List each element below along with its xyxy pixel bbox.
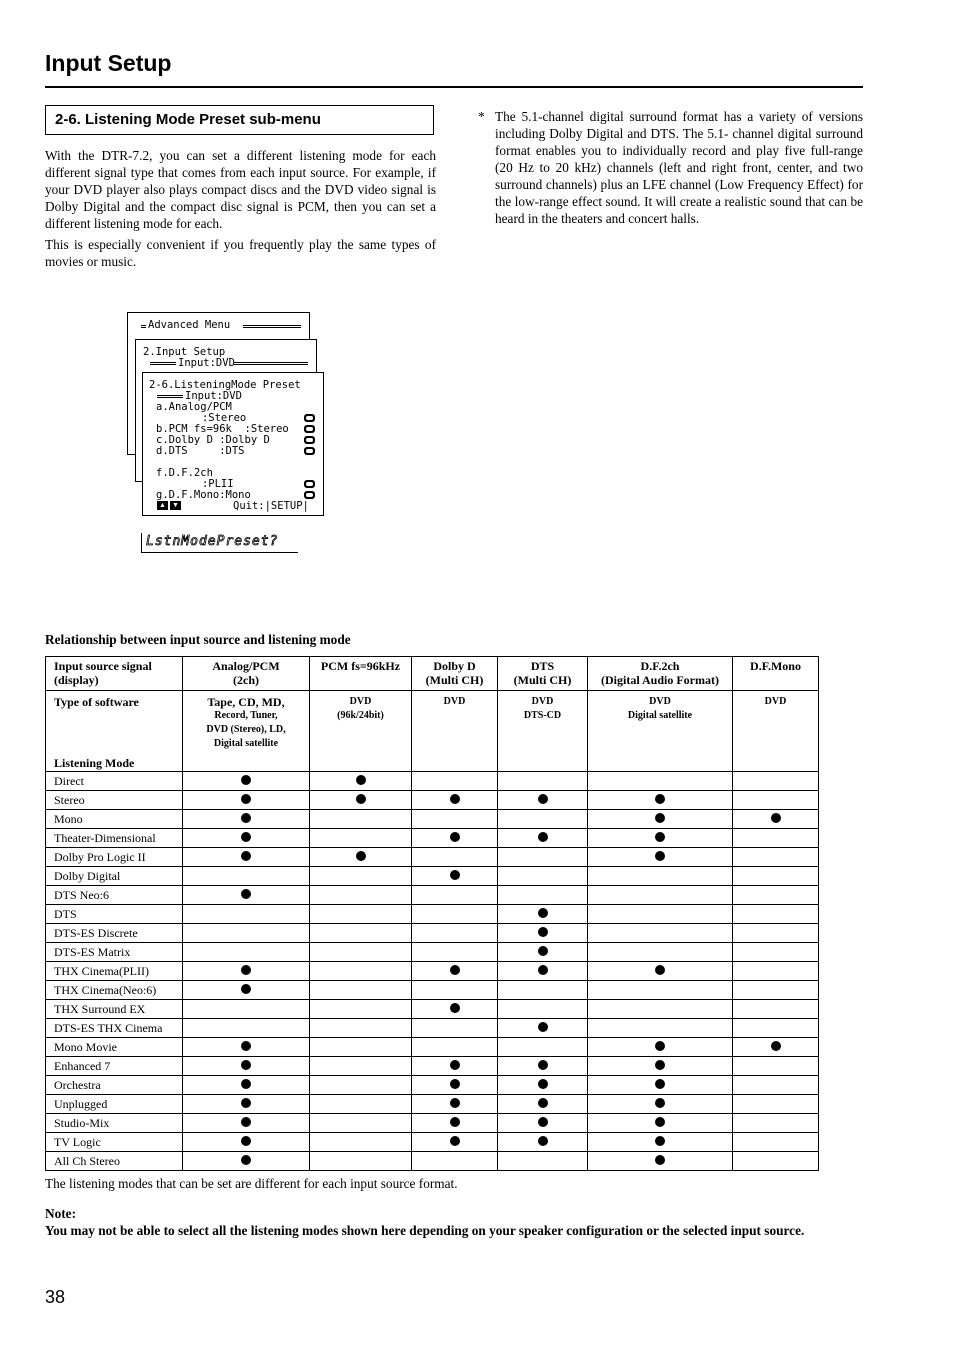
mode-support-cell	[412, 886, 498, 905]
supported-dot-icon	[655, 794, 665, 804]
mode-support-cell	[412, 1057, 498, 1076]
mode-support-cell	[588, 924, 733, 943]
osd-item-f-value: :PLII	[183, 478, 234, 490]
mode-support-cell	[310, 1038, 412, 1057]
mode-support-cell	[588, 791, 733, 810]
table-row	[46, 867, 819, 886]
supported-dot-icon	[450, 832, 460, 842]
mode-support-cell	[733, 772, 819, 791]
mode-support-cell	[733, 1133, 819, 1152]
osd-badge-icon	[304, 480, 315, 488]
supported-dot-icon	[538, 1136, 548, 1146]
supported-dot-icon	[241, 1136, 251, 1146]
table-row	[46, 1019, 819, 1038]
mode-support-cell	[588, 1152, 733, 1171]
supported-dot-icon	[538, 946, 548, 956]
mode-support-cell	[498, 1076, 588, 1095]
table-row	[46, 772, 819, 791]
supported-dot-icon	[450, 965, 460, 975]
supported-dot-icon	[241, 794, 251, 804]
supported-dot-icon	[655, 1136, 665, 1146]
mode-name-cell: DTS-ES Discrete	[46, 924, 183, 943]
osd-menu2-sub: Input:DVD	[178, 357, 235, 369]
supported-dot-icon	[655, 1041, 665, 1051]
mode-support-cell	[412, 1076, 498, 1095]
mode-support-cell	[498, 848, 588, 867]
header-input-source: Input source signal (display)	[46, 657, 183, 691]
mode-support-cell	[498, 772, 588, 791]
supported-dot-icon	[450, 1060, 460, 1070]
supported-dot-icon	[241, 1155, 251, 1165]
mode-support-cell	[310, 905, 412, 924]
supported-dot-icon	[450, 1003, 460, 1013]
table-row	[46, 848, 819, 867]
supported-dot-icon	[538, 965, 548, 975]
table-caption: Relationship between input source and listening mode	[45, 632, 351, 647]
note-label: Note:	[45, 1206, 77, 1221]
mode-support-cell	[733, 905, 819, 924]
osd-item-c: c.Dolby D :Dolby D	[156, 434, 270, 446]
mode-support-cell	[498, 1152, 588, 1171]
osd-badge-icon	[304, 414, 315, 422]
supported-dot-icon	[241, 1060, 251, 1070]
mode-name-cell: DTS Neo:6	[46, 886, 183, 905]
mode-name-cell: Mono Movie	[46, 1038, 183, 1057]
mode-support-cell	[733, 1095, 819, 1114]
supported-dot-icon	[356, 794, 366, 804]
table-row	[46, 1057, 819, 1076]
header-column: Dolby D (Multi CH)	[412, 657, 498, 691]
mode-support-cell	[183, 791, 310, 810]
mode-name-cell: Orchestra	[46, 1076, 183, 1095]
mode-support-cell	[412, 791, 498, 810]
supported-dot-icon	[655, 1060, 665, 1070]
supported-dot-icon	[655, 965, 665, 975]
mode-support-cell	[183, 1152, 310, 1171]
mode-support-cell	[412, 943, 498, 962]
mode-name-cell: DTS	[46, 905, 183, 924]
mode-name-cell: THX Cinema(PLII)	[46, 962, 183, 981]
mode-support-cell	[310, 829, 412, 848]
mode-support-cell	[733, 848, 819, 867]
mode-support-cell	[183, 943, 310, 962]
mode-support-cell	[498, 1114, 588, 1133]
mode-support-cell	[310, 772, 412, 791]
mode-support-cell	[733, 829, 819, 848]
supported-dot-icon	[538, 794, 548, 804]
mode-support-cell	[183, 886, 310, 905]
mode-name-cell: TV Logic	[46, 1133, 183, 1152]
mode-support-cell	[412, 1152, 498, 1171]
mode-support-cell	[412, 867, 498, 886]
mode-name-cell: DTS-ES Matrix	[46, 943, 183, 962]
header-column: PCM fs=96kHz	[310, 657, 412, 691]
supported-dot-icon	[450, 1117, 460, 1127]
mode-support-cell	[733, 1152, 819, 1171]
software-label-cell	[46, 691, 183, 772]
mode-support-cell	[183, 1133, 310, 1152]
supported-dot-icon	[655, 1155, 665, 1165]
supported-dot-icon	[356, 775, 366, 785]
mode-support-cell	[498, 867, 588, 886]
mode-name-cell: THX Surround EX	[46, 1000, 183, 1019]
supported-dot-icon	[538, 927, 548, 937]
mode-support-cell	[588, 962, 733, 981]
mode-support-cell	[412, 829, 498, 848]
table-row	[46, 791, 819, 810]
mode-support-cell	[183, 1000, 310, 1019]
supported-dot-icon	[538, 1060, 548, 1070]
note-text: You may not be able to select all the listening modes shown here depending on your speaker configuration or the selected input source.	[45, 1223, 805, 1238]
mode-support-cell	[310, 1152, 412, 1171]
mode-support-cell	[183, 848, 310, 867]
table-row	[46, 905, 819, 924]
osd-item-a: a.Analog/PCM	[156, 401, 232, 413]
mode-support-cell	[412, 1133, 498, 1152]
mode-support-cell	[588, 810, 733, 829]
mode-support-cell	[183, 1038, 310, 1057]
mode-name-cell: Enhanced 7	[46, 1057, 183, 1076]
osd-listening-mode-menu	[142, 372, 324, 516]
mode-name-cell: Studio-Mix	[46, 1114, 183, 1133]
mode-support-cell	[588, 829, 733, 848]
mode-support-cell	[588, 1095, 733, 1114]
header-column: D.F.Mono	[733, 657, 819, 691]
supported-dot-icon	[538, 908, 548, 918]
title-rule	[45, 86, 863, 88]
mode-support-cell	[733, 981, 819, 1000]
supported-dot-icon	[356, 851, 366, 861]
mode-support-cell	[183, 867, 310, 886]
header-column: DTS (Multi CH)	[498, 657, 588, 691]
mode-support-cell	[412, 962, 498, 981]
osd-badge-icon	[304, 436, 315, 444]
mode-support-cell	[588, 1000, 733, 1019]
supported-dot-icon	[538, 1079, 548, 1089]
mode-support-cell	[183, 1114, 310, 1133]
mode-support-cell	[310, 1057, 412, 1076]
supported-dot-icon	[655, 832, 665, 842]
mode-support-cell	[183, 772, 310, 791]
mode-support-cell	[498, 943, 588, 962]
mode-support-cell	[310, 1114, 412, 1133]
mode-support-cell	[412, 772, 498, 791]
up-arrow-icon: ▲	[157, 501, 168, 510]
mode-name-cell: Dolby Pro Logic II	[46, 848, 183, 867]
supported-dot-icon	[538, 1117, 548, 1127]
mode-support-cell	[588, 1038, 733, 1057]
footnote	[478, 108, 863, 227]
osd-menu3-title: 2-6.ListeningMode Preset	[149, 379, 301, 391]
mode-support-cell	[310, 1095, 412, 1114]
mode-support-cell	[183, 810, 310, 829]
mode-support-cell	[588, 848, 733, 867]
mode-support-cell	[310, 791, 412, 810]
mode-support-cell	[733, 1114, 819, 1133]
intro-paragraph-1: With the DTR-7.2, you can set a different listening mode for each different signal type that comes from each input source. For example, if your DVD player also plays compact discs and the DVD video signal is Dolby Digital and the compact disc signal is PCM, then you can set a different listening mode for each.	[45, 148, 436, 231]
mode-support-cell	[412, 1000, 498, 1019]
osd-badge-icon	[304, 491, 315, 499]
table-row	[46, 1152, 819, 1171]
mode-support-cell	[733, 943, 819, 962]
mode-support-cell	[183, 1095, 310, 1114]
mode-support-cell	[412, 1038, 498, 1057]
table-row	[46, 943, 819, 962]
mode-support-cell	[588, 981, 733, 1000]
mode-support-cell	[498, 1000, 588, 1019]
mode-support-cell	[733, 962, 819, 981]
supported-dot-icon	[450, 1098, 460, 1108]
mode-support-cell	[183, 1057, 310, 1076]
supported-dot-icon	[241, 851, 251, 861]
mode-support-cell	[310, 810, 412, 829]
supported-dot-icon	[450, 794, 460, 804]
table-row	[46, 1133, 819, 1152]
mode-support-cell	[588, 1133, 733, 1152]
mode-support-cell	[498, 905, 588, 924]
down-arrow-icon: ▼	[170, 501, 181, 510]
footnote-mark: *	[478, 109, 485, 124]
supported-dot-icon	[241, 984, 251, 994]
mode-support-cell	[733, 924, 819, 943]
mode-support-cell	[733, 1057, 819, 1076]
osd-item-f: f.D.F.2ch	[156, 467, 213, 479]
listening-mode-label: Listening Mode	[54, 756, 135, 770]
mode-support-cell	[412, 1114, 498, 1133]
mode-support-cell	[183, 962, 310, 981]
mode-support-cell	[588, 867, 733, 886]
mode-support-cell	[310, 1019, 412, 1038]
mode-support-cell	[498, 1019, 588, 1038]
mode-support-cell	[412, 1019, 498, 1038]
osd-badge-icon	[304, 425, 315, 433]
mode-support-cell	[183, 905, 310, 924]
table-row	[46, 981, 819, 1000]
mode-support-cell	[310, 981, 412, 1000]
osd-menu2-title: 2.Input Setup	[143, 346, 226, 358]
front-panel-display	[141, 533, 298, 553]
section-heading-box	[45, 105, 434, 135]
supported-dot-icon	[655, 851, 665, 861]
mode-name-cell: THX Cinema(Neo:6)	[46, 981, 183, 1000]
section-heading: 2-6. Listening Mode Preset sub-menu	[55, 111, 321, 128]
mode-support-cell	[588, 886, 733, 905]
header-column: Analog/PCM (2ch)	[183, 657, 310, 691]
supported-dot-icon	[241, 1041, 251, 1051]
mode-support-cell	[733, 791, 819, 810]
supported-dot-icon	[241, 965, 251, 975]
mode-support-cell	[310, 962, 412, 981]
software-cell: DVD (96k/24bit)	[310, 691, 412, 772]
supported-dot-icon	[241, 832, 251, 842]
osd-menu3-sub: Input:DVD	[185, 390, 242, 402]
mode-support-cell	[733, 1076, 819, 1095]
mode-support-cell	[310, 1133, 412, 1152]
osd-item-g: g.D.F.Mono:Mono	[156, 489, 251, 501]
supported-dot-icon	[538, 832, 548, 842]
mode-support-cell	[183, 829, 310, 848]
mode-support-cell	[588, 772, 733, 791]
supported-dot-icon	[241, 889, 251, 899]
header-column: D.F.2ch (Digital Audio Format)	[588, 657, 733, 691]
mode-support-cell	[498, 981, 588, 1000]
page-number: 38	[45, 1287, 66, 1307]
mode-support-cell	[733, 1000, 819, 1019]
mode-support-cell	[310, 924, 412, 943]
mode-name-cell: Unplugged	[46, 1095, 183, 1114]
mode-name-cell: Direct	[46, 772, 183, 791]
mode-support-cell	[588, 1076, 733, 1095]
mode-support-cell	[588, 1057, 733, 1076]
osd-quit-hint: Quit:|SETUP|	[233, 500, 309, 512]
supported-dot-icon	[771, 1041, 781, 1051]
supported-dot-icon	[538, 1098, 548, 1108]
supported-dot-icon	[771, 813, 781, 823]
table-footnote: The listening modes that can be set are different for each input source format.	[45, 1176, 458, 1191]
mode-support-cell	[310, 867, 412, 886]
supported-dot-icon	[655, 1079, 665, 1089]
mode-name-cell: DTS-ES THX Cinema	[46, 1019, 183, 1038]
mode-support-cell	[183, 1076, 310, 1095]
mode-support-cell	[733, 867, 819, 886]
mode-support-cell	[498, 810, 588, 829]
mode-name-cell: Stereo	[46, 791, 183, 810]
mode-support-cell	[588, 1019, 733, 1038]
table-row	[46, 1000, 819, 1019]
mode-support-cell	[498, 1057, 588, 1076]
supported-dot-icon	[655, 1117, 665, 1127]
page-title: Input Setup	[45, 50, 172, 76]
mode-name-cell: All Ch Stereo	[46, 1152, 183, 1171]
mode-support-cell	[498, 924, 588, 943]
supported-dot-icon	[538, 1022, 548, 1032]
intro-paragraph-2: This is especially convenient if you frequently play the same types of movies or music.	[45, 237, 436, 269]
listening-mode-table	[45, 656, 819, 1171]
mode-support-cell	[498, 886, 588, 905]
supported-dot-icon	[241, 1117, 251, 1127]
mode-support-cell	[588, 1114, 733, 1133]
osd-item-d: d.DTS :DTS	[156, 445, 245, 457]
mode-support-cell	[498, 1133, 588, 1152]
software-cell: Tape, CD, MD, Record, Tuner, DVD (Stereo), LD, Digital satellite	[183, 691, 310, 772]
mode-name-cell: Theater-Dimensional	[46, 829, 183, 848]
table-header-row	[46, 657, 819, 691]
mode-support-cell	[498, 962, 588, 981]
mode-support-cell	[183, 981, 310, 1000]
supported-dot-icon	[241, 813, 251, 823]
supported-dot-icon	[241, 1079, 251, 1089]
mode-support-cell	[412, 981, 498, 1000]
software-cell: DVD	[412, 691, 498, 772]
osd-menu1-title: Advanced Menu	[148, 319, 231, 331]
osd-item-b: b.PCM fs=96k :Stereo	[156, 423, 289, 435]
mode-support-cell	[733, 1038, 819, 1057]
software-type-row	[46, 691, 819, 772]
table-row	[46, 962, 819, 981]
table-row	[46, 924, 819, 943]
mode-support-cell	[412, 905, 498, 924]
mode-support-cell	[310, 1000, 412, 1019]
osd-item-a-value: :Stereo	[183, 412, 247, 424]
supported-dot-icon	[241, 1098, 251, 1108]
mode-support-cell	[588, 905, 733, 924]
mode-support-cell	[310, 1076, 412, 1095]
supported-dot-icon	[450, 1079, 460, 1089]
software-cell: DVD	[733, 691, 819, 772]
mode-support-cell	[310, 886, 412, 905]
mode-support-cell	[412, 810, 498, 829]
table-row	[46, 1076, 819, 1095]
mode-support-cell	[412, 848, 498, 867]
mode-support-cell	[733, 886, 819, 905]
software-type-label: Type of software	[54, 695, 139, 709]
mode-support-cell	[588, 943, 733, 962]
software-cell: DVD Digital satellite	[588, 691, 733, 772]
supported-dot-icon	[655, 813, 665, 823]
mode-support-cell	[310, 943, 412, 962]
supported-dot-icon	[450, 1136, 460, 1146]
mode-support-cell	[498, 829, 588, 848]
supported-dot-icon	[655, 1098, 665, 1108]
table-row	[46, 829, 819, 848]
mode-name-cell: Mono	[46, 810, 183, 829]
mode-support-cell	[183, 1019, 310, 1038]
mode-support-cell	[183, 924, 310, 943]
mode-support-cell	[498, 1095, 588, 1114]
table-row	[46, 1114, 819, 1133]
mode-name-cell: Dolby Digital	[46, 867, 183, 886]
table-row	[46, 810, 819, 829]
osd-badge-icon	[304, 447, 315, 455]
mode-support-cell	[310, 848, 412, 867]
mode-support-cell	[412, 1095, 498, 1114]
mode-support-cell	[733, 810, 819, 829]
software-cell: DVD DTS-CD	[498, 691, 588, 772]
supported-dot-icon	[450, 870, 460, 880]
table-row	[46, 886, 819, 905]
footnote-text: The 5.1-channel digital surround format has a variety of versions including Dolby Digital and DTS. The 5.1- channel digital surround format enables you to individually record and play five full-range (20 Hz to 20 kHz) channels (left and right front, center, and two surround channels) plus an LFE channel (Low Frequency Effect) for the low-range effect sound. It will create a realistic sound that can be heard in the theaters and concert halls.	[495, 109, 863, 226]
table-row	[46, 1038, 819, 1057]
mode-support-cell	[412, 924, 498, 943]
mode-support-cell	[733, 1019, 819, 1038]
mode-support-cell	[498, 791, 588, 810]
table-row	[46, 1095, 819, 1114]
front-panel-text: LstnModePreset?	[146, 534, 279, 549]
mode-support-cell	[498, 1038, 588, 1057]
supported-dot-icon	[241, 775, 251, 785]
